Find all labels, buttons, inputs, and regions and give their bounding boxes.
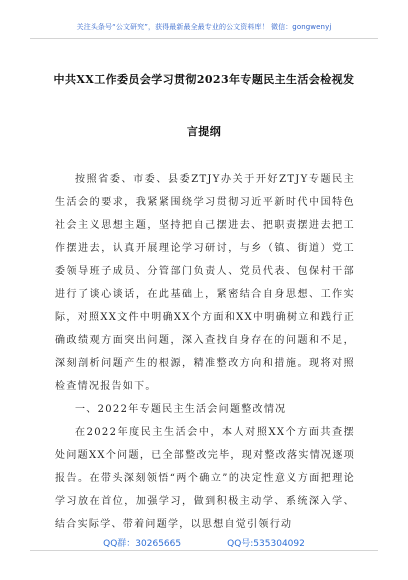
footer-divider xyxy=(30,550,378,551)
footer-contact xyxy=(0,536,408,549)
header-banner: 关注头条号“公文研究”，获得最新最全最专业的公文资料库！ 微信：gongwenyj xyxy=(76,23,332,31)
document-title-line-2: 言提纲 xyxy=(186,125,222,138)
body-paragraph-intro: 按照省委、市委、县委ZTJY办关于开好ZTJY专题民主生活会的要求，我紧紧围绕学习贯彻习近平新时代中国特色社会主义思想主题，坚持把自己摆进去、把职责摆进去把工作摆进去，认真开展理论学习研讨，与乡（镇、街道）党工委领导班子成员、分管部门负责人、党员代表、包保村干部进行了谈心谈话，在此基础上，紧密结合自身思想、工作实际，对照XX文件中明确XX个方面和XX中明确树立和践行正确政绩观方面突出问题，深入查找自身存在的问题和不足，深刻剖析问题产生的根源，精准整改方向和措施。现将对照检查情况报告如下。 xyxy=(55,174,355,392)
footer-qq-number: QQ号:535304092 xyxy=(227,539,305,549)
header-divider xyxy=(30,38,378,39)
document-title-line-1: 中共XX工作委员会学习贯彻2023年专题民主生活会检视发 xyxy=(53,73,355,86)
section-heading-1: 一、2022年专题民主生活会问题整改情况 xyxy=(75,404,287,415)
body-paragraph-rectification: 在2022年度民主生活会中，本人对照XX个方面共查摆处问题XX个问题，已全部整改完毕，现对整改落实情况逐项报告。在带头深刻领悟“两个确立”的决定性意义方面把理论学习放在首位，加强学习，做到积极主动学、系统深入学、结合实际学、带着问题学，以思想自觉引领行动 xyxy=(55,427,355,530)
document-body xyxy=(55,168,355,536)
footer-qq-group: QQ群：30265665 xyxy=(103,539,182,549)
